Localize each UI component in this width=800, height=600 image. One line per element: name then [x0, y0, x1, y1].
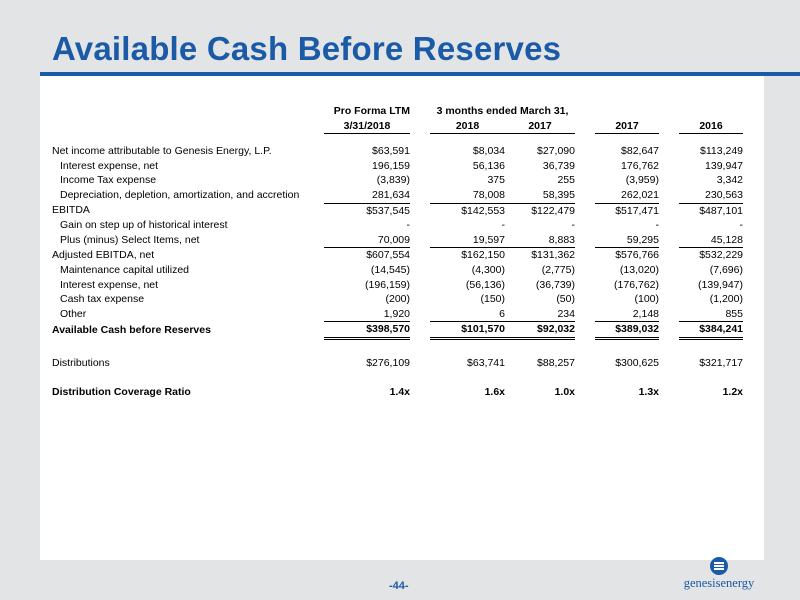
row-value: 70,009	[324, 233, 410, 248]
row-label: Income Tax expense	[60, 174, 157, 187]
table-row	[52, 292, 743, 307]
row-value: $101,570	[430, 322, 505, 339]
row-value: $122,479	[531, 204, 575, 217]
row-value: $113,249	[699, 145, 743, 158]
table-row	[52, 159, 743, 174]
row-value: 59,295	[595, 233, 659, 248]
logo-wordmark: genesisenergy	[683, 576, 755, 590]
row-value: $576,766	[615, 249, 659, 262]
row-value: -	[406, 219, 410, 232]
header-col-fy2017: 2017	[595, 119, 659, 134]
row-value: $300,625	[615, 356, 659, 369]
row-value: -	[571, 219, 575, 232]
row-label: Cash tax expense	[60, 293, 145, 306]
row-value: $88,257	[537, 356, 575, 369]
header-col-q2018: 2018	[430, 119, 505, 134]
row-value: 6	[430, 307, 505, 322]
row-value: (2,775)	[541, 263, 575, 276]
row-label: Other	[60, 307, 87, 320]
row-value: 262,021	[595, 188, 659, 203]
header-col-row	[52, 119, 743, 134]
row-label: Maintenance capital utilized	[60, 263, 189, 276]
row-value: 56,136	[472, 159, 505, 172]
table-body	[52, 144, 743, 399]
row-value: $82,647	[621, 145, 659, 158]
table-row	[52, 173, 743, 188]
row-value: $131,362	[531, 249, 575, 262]
row-label: Distributions	[52, 356, 110, 369]
row-value: 2,148	[595, 307, 659, 322]
row-value: 1,920	[324, 307, 410, 322]
row-value: $8,034	[472, 145, 505, 158]
row-value: 375	[487, 174, 505, 187]
row-value: (7,696)	[709, 263, 743, 276]
row-value: (176,762)	[614, 278, 659, 291]
row-label: Interest expense, net	[60, 159, 159, 172]
row-value: (14,545)	[370, 263, 410, 276]
row-value: $487,101	[699, 204, 743, 217]
row-value: $384,241	[679, 322, 743, 339]
page-number: -44-	[389, 580, 409, 592]
row-label: Gain on step up of historical interest	[60, 219, 228, 232]
table-row	[52, 356, 743, 371]
row-value: -	[655, 219, 659, 232]
header-col-q2017: 2017	[505, 119, 575, 134]
row-value: 255	[557, 174, 575, 187]
slide-title: Available Cash Before Reserves	[52, 30, 562, 67]
row-value: (196,159)	[365, 278, 410, 291]
row-value: $517,471	[615, 204, 659, 217]
table-row	[52, 218, 743, 233]
header-quarter-group: 3 months ended March 31,	[436, 105, 569, 117]
row-value: (1,200)	[709, 293, 743, 306]
table-row	[52, 248, 743, 263]
row-value: 45,128	[679, 233, 743, 248]
table-row	[52, 307, 743, 322]
row-value: -	[501, 219, 505, 232]
row-value: (3,839)	[376, 174, 410, 187]
row-value: (139,947)	[698, 278, 743, 291]
row-value: (13,020)	[619, 263, 659, 276]
row-value: $321,717	[699, 356, 743, 369]
row-value: 1.0x	[554, 385, 575, 398]
row-value: (50)	[556, 293, 575, 306]
row-value: 230,563	[679, 188, 743, 203]
row-label: Net income attributable to Genesis Energy, L.P.	[52, 145, 272, 158]
row-value: $142,553	[461, 204, 505, 217]
row-label: Adjusted EBITDA, net	[52, 249, 155, 262]
row-value: $389,032	[595, 322, 659, 339]
row-value: $276,109	[366, 356, 410, 369]
row-value: 1.2x	[722, 385, 743, 398]
header-group-row	[52, 104, 743, 119]
header-col-ltm: 3/31/2018	[324, 119, 410, 134]
table-row	[52, 385, 743, 400]
row-value: $607,554	[366, 249, 410, 262]
row-value: (100)	[634, 293, 659, 306]
row-value: 281,634	[324, 188, 410, 203]
row-value: 78,008	[430, 188, 505, 203]
row-label: Interest expense, net	[60, 278, 159, 291]
row-value: 234	[505, 307, 575, 322]
table-row	[52, 188, 743, 203]
table-row	[52, 203, 743, 218]
row-value: (56,136)	[465, 278, 505, 291]
company-logo	[676, 556, 762, 596]
row-value: $532,229	[699, 249, 743, 262]
table-row	[52, 144, 743, 159]
table-row	[52, 233, 743, 248]
row-value: $63,591	[372, 145, 410, 158]
row-value: 1.6x	[484, 385, 505, 398]
row-label: Plus (minus) Select Items, net	[60, 234, 200, 246]
financial-table	[52, 104, 743, 399]
row-value: $63,741	[467, 356, 505, 369]
row-value: (4,300)	[471, 263, 505, 276]
row-value: 855	[679, 307, 743, 322]
row-label: Depreciation, depletion, amortization, and accretion	[60, 189, 300, 202]
row-value: 176,762	[621, 159, 659, 172]
row-value: $92,032	[505, 322, 575, 339]
row-value: (150)	[480, 293, 505, 306]
row-value: $398,570	[324, 322, 410, 339]
row-label: Distribution Coverage Ratio	[52, 385, 191, 398]
header-col-fy2016: 2016	[679, 119, 743, 134]
row-value: 139,947	[705, 159, 743, 172]
row-label: Available Cash before Reserves	[52, 323, 211, 336]
row-value: (3,959)	[625, 174, 659, 187]
row-value: (36,739)	[535, 278, 575, 291]
row-value: 1.4x	[389, 385, 410, 398]
row-value: $537,545	[366, 204, 410, 217]
row-value: $27,090	[537, 145, 575, 158]
row-value: 196,159	[372, 159, 410, 172]
row-value: 3,342	[716, 174, 743, 187]
table-row	[52, 322, 743, 339]
row-label: EBITDA	[52, 204, 90, 217]
row-value: 58,395	[505, 188, 575, 203]
row-value: $162,150	[461, 249, 505, 262]
row-value: 19,597	[430, 233, 505, 248]
row-value: -	[739, 219, 743, 232]
row-value: 1.3x	[638, 385, 659, 398]
header-proforma-group: Pro Forma LTM	[333, 105, 410, 117]
table-row	[52, 263, 743, 278]
logo-icon	[709, 556, 729, 576]
row-value: (200)	[385, 293, 410, 306]
row-value: 36,739	[542, 159, 575, 172]
table-row	[52, 278, 743, 293]
row-value: 8,883	[505, 233, 575, 248]
